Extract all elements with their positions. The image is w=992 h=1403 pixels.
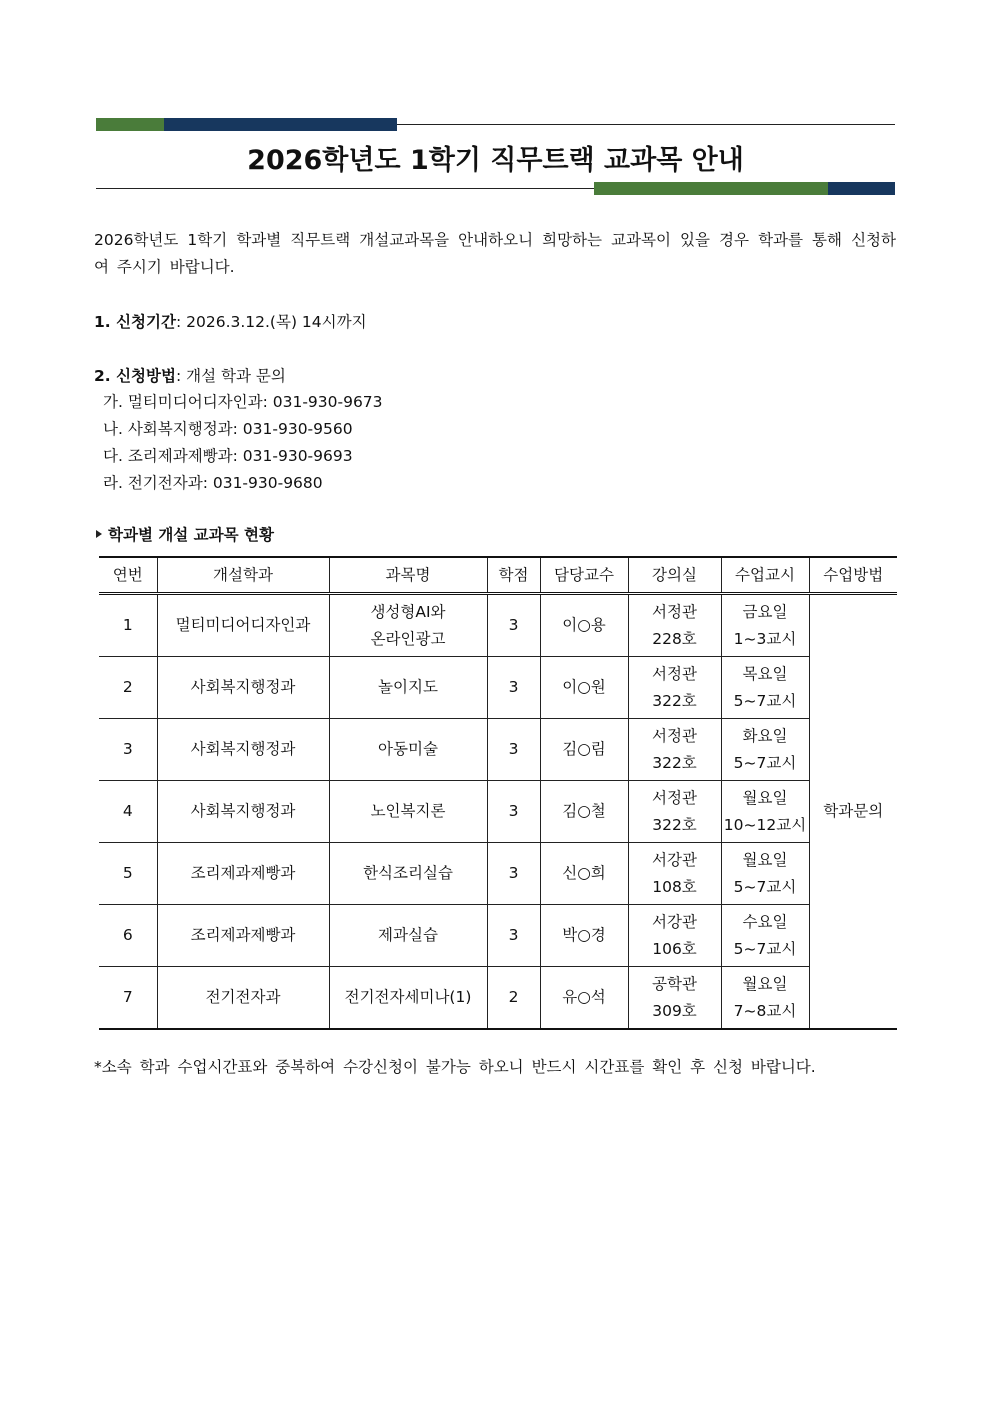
room-number: 106호 (652, 939, 697, 958)
time-day: 월요일 (742, 974, 788, 993)
time-period: 5~7교시 (733, 691, 797, 710)
cell-room (628, 719, 721, 781)
header-method: 수업방법 (809, 557, 897, 594)
table-row (99, 967, 897, 1030)
contact-item: 나. 사회복지행정과: 031-930-9560 (103, 420, 353, 438)
cell-time (721, 967, 809, 1030)
time-period: 5~7교시 (733, 939, 797, 958)
header-course: 과목명 (329, 557, 487, 594)
header-time: 수업교시 (721, 557, 809, 594)
cell-room (628, 594, 721, 657)
cell-credit: 3 (487, 657, 540, 719)
cell-dept: 전기전자과 (157, 967, 329, 1030)
cell-course (329, 967, 487, 1030)
table-row (99, 781, 897, 843)
cell-dept: 조리제과제빵과 (157, 843, 329, 905)
time-period: 10~12교시 (723, 815, 807, 834)
time-period: 5~7교시 (733, 753, 797, 772)
cell-course (329, 781, 487, 843)
period-value: : 2026.3.12.(목) 14시까지 (175, 313, 367, 331)
header-no: 연번 (99, 557, 157, 594)
cell-method: 학과문의 (809, 594, 897, 1030)
period-label: 1. 신청기간 (94, 313, 176, 331)
courses-table (99, 556, 897, 1030)
cell-credit: 3 (487, 719, 540, 781)
triangle-bullet-icon (96, 530, 102, 538)
intro-paragraph: 2026학년도 1학기 학과별 직무트랙 개설교과목을 안내하오니 희망하는 교과목이 있을 경우 학과를 통해 신청하여 주시기 바랍니다. (94, 231, 896, 276)
cell-room (628, 843, 721, 905)
room-number: 108호 (652, 877, 697, 896)
cell-dept: 사회복지행정과 (157, 657, 329, 719)
method-value: : 개설 학과 문의 (175, 367, 286, 385)
cell-course (329, 905, 487, 967)
cell-credit: 3 (487, 781, 540, 843)
cell-credit: 3 (487, 843, 540, 905)
cell-no: 2 (99, 657, 157, 719)
time-day: 월요일 (742, 850, 788, 869)
cell-time (721, 905, 809, 967)
footnote: *소속 학과 수업시간표와 중복하여 수강신청이 불가능 하오니 반드시 시간표를 확인 후 신청 바랍니다. (94, 1058, 816, 1076)
room-number: 322호 (652, 691, 697, 710)
time-day: 월요일 (742, 788, 788, 807)
room-building: 공학관 (652, 974, 697, 993)
room-number: 322호 (652, 815, 697, 834)
banner-bar-green-top (96, 118, 164, 131)
time-day: 화요일 (742, 726, 788, 745)
time-period: 5~7교시 (733, 877, 797, 896)
cell-course (329, 843, 487, 905)
section-title-text: 학과별 개설 교과목 현황 (108, 526, 274, 544)
room-number: 228호 (652, 629, 697, 648)
cell-professor: 김○림 (540, 719, 628, 781)
time-day: 수요일 (742, 912, 788, 931)
cell-professor: 박○경 (540, 905, 628, 967)
table-row (99, 905, 897, 967)
cell-professor: 유○석 (540, 967, 628, 1030)
cell-professor: 이○용 (540, 594, 628, 657)
cell-no: 1 (99, 594, 157, 657)
cell-credit: 3 (487, 594, 540, 657)
banner-line-top (397, 124, 895, 125)
cell-dept: 멀티미디어디자인과 (157, 594, 329, 657)
cell-no: 4 (99, 781, 157, 843)
banner-bar-green-bottom (594, 182, 828, 195)
room-number: 322호 (652, 753, 697, 772)
cell-room (628, 657, 721, 719)
table-row (99, 657, 897, 719)
contact-item: 다. 조리제과제빵과: 031-930-9693 (103, 447, 353, 465)
cell-dept: 사회복지행정과 (157, 781, 329, 843)
section-title (96, 523, 274, 545)
header-credit: 학점 (487, 557, 540, 594)
cell-credit: 2 (487, 967, 540, 1030)
time-day: 금요일 (742, 602, 788, 621)
cell-professor: 신○희 (540, 843, 628, 905)
table-row (99, 719, 897, 781)
banner-bar-navy-bottom (828, 182, 895, 195)
time-period: 7~8교시 (733, 1001, 797, 1020)
table-row (99, 594, 897, 657)
cell-time (721, 781, 809, 843)
header-professor: 담당교수 (540, 557, 628, 594)
table-header-row (99, 557, 897, 594)
cell-no: 5 (99, 843, 157, 905)
course-line: 노인복지론 (370, 802, 446, 820)
cell-professor: 김○철 (540, 781, 628, 843)
contact-item: 가. 멀티미디어디자인과: 031-930-9673 (103, 393, 383, 411)
cell-room (628, 967, 721, 1030)
header-dept: 개설학과 (157, 557, 329, 594)
room-building: 서정관 (652, 664, 697, 683)
course-line: 놀이지도 (378, 678, 438, 696)
cell-room (628, 781, 721, 843)
cell-no: 6 (99, 905, 157, 967)
cell-dept: 사회복지행정과 (157, 719, 329, 781)
course-line: 아동미술 (378, 740, 438, 758)
table-row (99, 843, 897, 905)
room-building: 서정관 (652, 602, 697, 621)
banner-line-bottom (96, 188, 594, 189)
cell-dept: 조리제과제빵과 (157, 905, 329, 967)
room-building: 서강관 (652, 912, 697, 931)
course-line: 온라인광고 (370, 629, 446, 648)
course-line: 제과실습 (378, 926, 438, 944)
cell-room (628, 905, 721, 967)
time-day: 목요일 (742, 664, 788, 683)
course-line: 생성형AI와 (370, 602, 446, 621)
course-line: 한식조리실습 (363, 864, 453, 882)
cell-course (329, 657, 487, 719)
room-building: 서강관 (652, 850, 697, 869)
method-line (94, 364, 286, 386)
cell-time (721, 843, 809, 905)
room-building: 서정관 (652, 788, 697, 807)
time-period: 1~3교시 (733, 629, 797, 648)
header-room: 강의실 (628, 557, 721, 594)
cell-course (329, 594, 487, 657)
cell-no: 3 (99, 719, 157, 781)
period-line (94, 310, 367, 332)
cell-course (329, 719, 487, 781)
cell-time (721, 594, 809, 657)
contact-item: 라. 전기전자과: 031-930-9680 (103, 474, 323, 492)
cell-time (721, 719, 809, 781)
cell-credit: 3 (487, 905, 540, 967)
room-building: 서정관 (652, 726, 697, 745)
cell-no: 7 (99, 967, 157, 1030)
room-number: 309호 (652, 1001, 697, 1020)
cell-professor: 이○원 (540, 657, 628, 719)
course-line: 전기전자세미나(1) (344, 988, 472, 1006)
page-title: 2026학년도 1학기 직무트랙 교과목 안내 (247, 145, 744, 176)
cell-time (721, 657, 809, 719)
method-label: 2. 신청방법 (94, 367, 176, 385)
banner-bar-navy-top (164, 118, 397, 131)
